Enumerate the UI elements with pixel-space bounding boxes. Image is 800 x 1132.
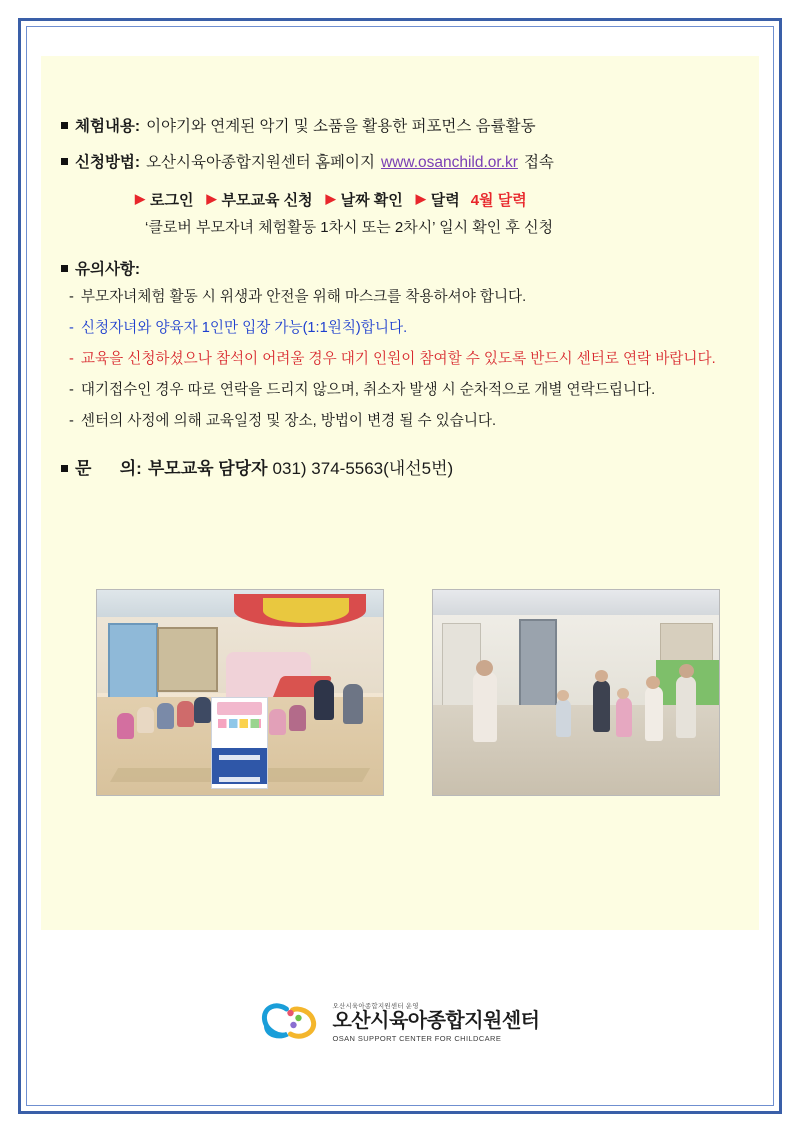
- path-step-1: 부모교육 신청: [221, 191, 313, 209]
- notice-item: [69, 287, 751, 309]
- dash-icon: -: [69, 288, 74, 305]
- triangle-right-icon: ▶: [325, 191, 336, 207]
- square-bullet-icon: [61, 265, 68, 272]
- notice-text: 신청자녀와 양육자 1인만 입장 가능(1:1원칙)합니다.: [80, 319, 408, 336]
- website-link[interactable]: www.osanchild.or.kr: [380, 154, 518, 172]
- contact-label: 문 의:: [75, 459, 142, 479]
- square-bullet-icon: [61, 122, 68, 129]
- body-text: [61, 116, 751, 479]
- notice-title: 유의사항:: [75, 260, 141, 278]
- navigation-path: [135, 189, 751, 210]
- photo-gallery: [96, 589, 716, 809]
- apply-label: 신청방법:: [75, 154, 141, 172]
- notice-text: 센터의 사정에 의해 교육일정 및 장소, 방법이 변경 될 수 있습니다.: [80, 412, 497, 429]
- info-row-apply-method: [61, 152, 751, 174]
- logo-name: 오산시육아종합지원센터: [332, 1010, 540, 1032]
- photo-activity-hall: [432, 589, 720, 796]
- logo-top-line: 오산시육아종합지원센터 운영: [332, 1003, 419, 1010]
- center-logo: [260, 1000, 539, 1044]
- square-bullet-icon: [61, 158, 68, 165]
- dash-icon: -: [69, 350, 74, 367]
- triangle-right-icon: ▶: [415, 191, 426, 207]
- notice-text: 교육을 신청하셨으나 참석이 어려울 경우 대기 인원이 참여할 수 있도록 반드시 센터로 연락 바랍니다.: [80, 350, 716, 367]
- content-value: 이야기와 연계된 악기 및 소품을 활용한 퍼포먼스 음률활동: [146, 118, 536, 135]
- apply-value-before: 오산시육아종합지원센터 홈페이지: [146, 154, 375, 172]
- dash-icon: -: [69, 381, 74, 398]
- info-row-content: [61, 116, 751, 138]
- path-highlight: 4월 달력: [470, 191, 527, 209]
- dash-icon: -: [69, 412, 74, 429]
- square-bullet-icon: [61, 465, 68, 472]
- notice-heading: [61, 257, 751, 279]
- triangle-right-icon: ▶: [135, 191, 145, 207]
- contact-row: [61, 454, 751, 479]
- notice-item: [69, 411, 751, 433]
- notice-item: [69, 318, 751, 340]
- logo-text: [332, 1001, 539, 1043]
- logo-english: OSAN SUPPORT CENTER FOR CHILDCARE: [332, 1034, 502, 1043]
- dash-icon: -: [69, 319, 74, 336]
- contact-phone: 031) 374-5563(내선5번): [272, 459, 454, 479]
- notice-text: 대기접수인 경우 따로 연락을 드리지 않으며, 취소자 발생 시 순차적으로 개별 연락드립니다.: [80, 381, 656, 398]
- content-panel: [41, 56, 759, 930]
- path-step-0: 로그인: [150, 191, 194, 209]
- notice-item: [69, 380, 751, 402]
- contact-person: 부모교육 담당자: [147, 459, 268, 479]
- photo-classroom: [96, 589, 384, 796]
- content-label: 체험내용:: [75, 118, 141, 135]
- notice-item: [69, 349, 751, 371]
- logo-mark-icon: [260, 1000, 322, 1044]
- notice-text: 부모자녀체험 활동 시 위생과 안전을 위해 마스크를 착용하셔야 합니다.: [80, 288, 527, 305]
- triangle-right-icon: ▶: [206, 191, 217, 207]
- apply-value-after: 접속: [523, 154, 554, 172]
- quote-line: ‘클로버 부모자녀 체험활동 1차시 또는 2차시’ 일시 확인 후 신청: [145, 218, 554, 236]
- path-step-2: 날짜 확인: [340, 191, 403, 209]
- path-step-3: 달력: [430, 191, 460, 209]
